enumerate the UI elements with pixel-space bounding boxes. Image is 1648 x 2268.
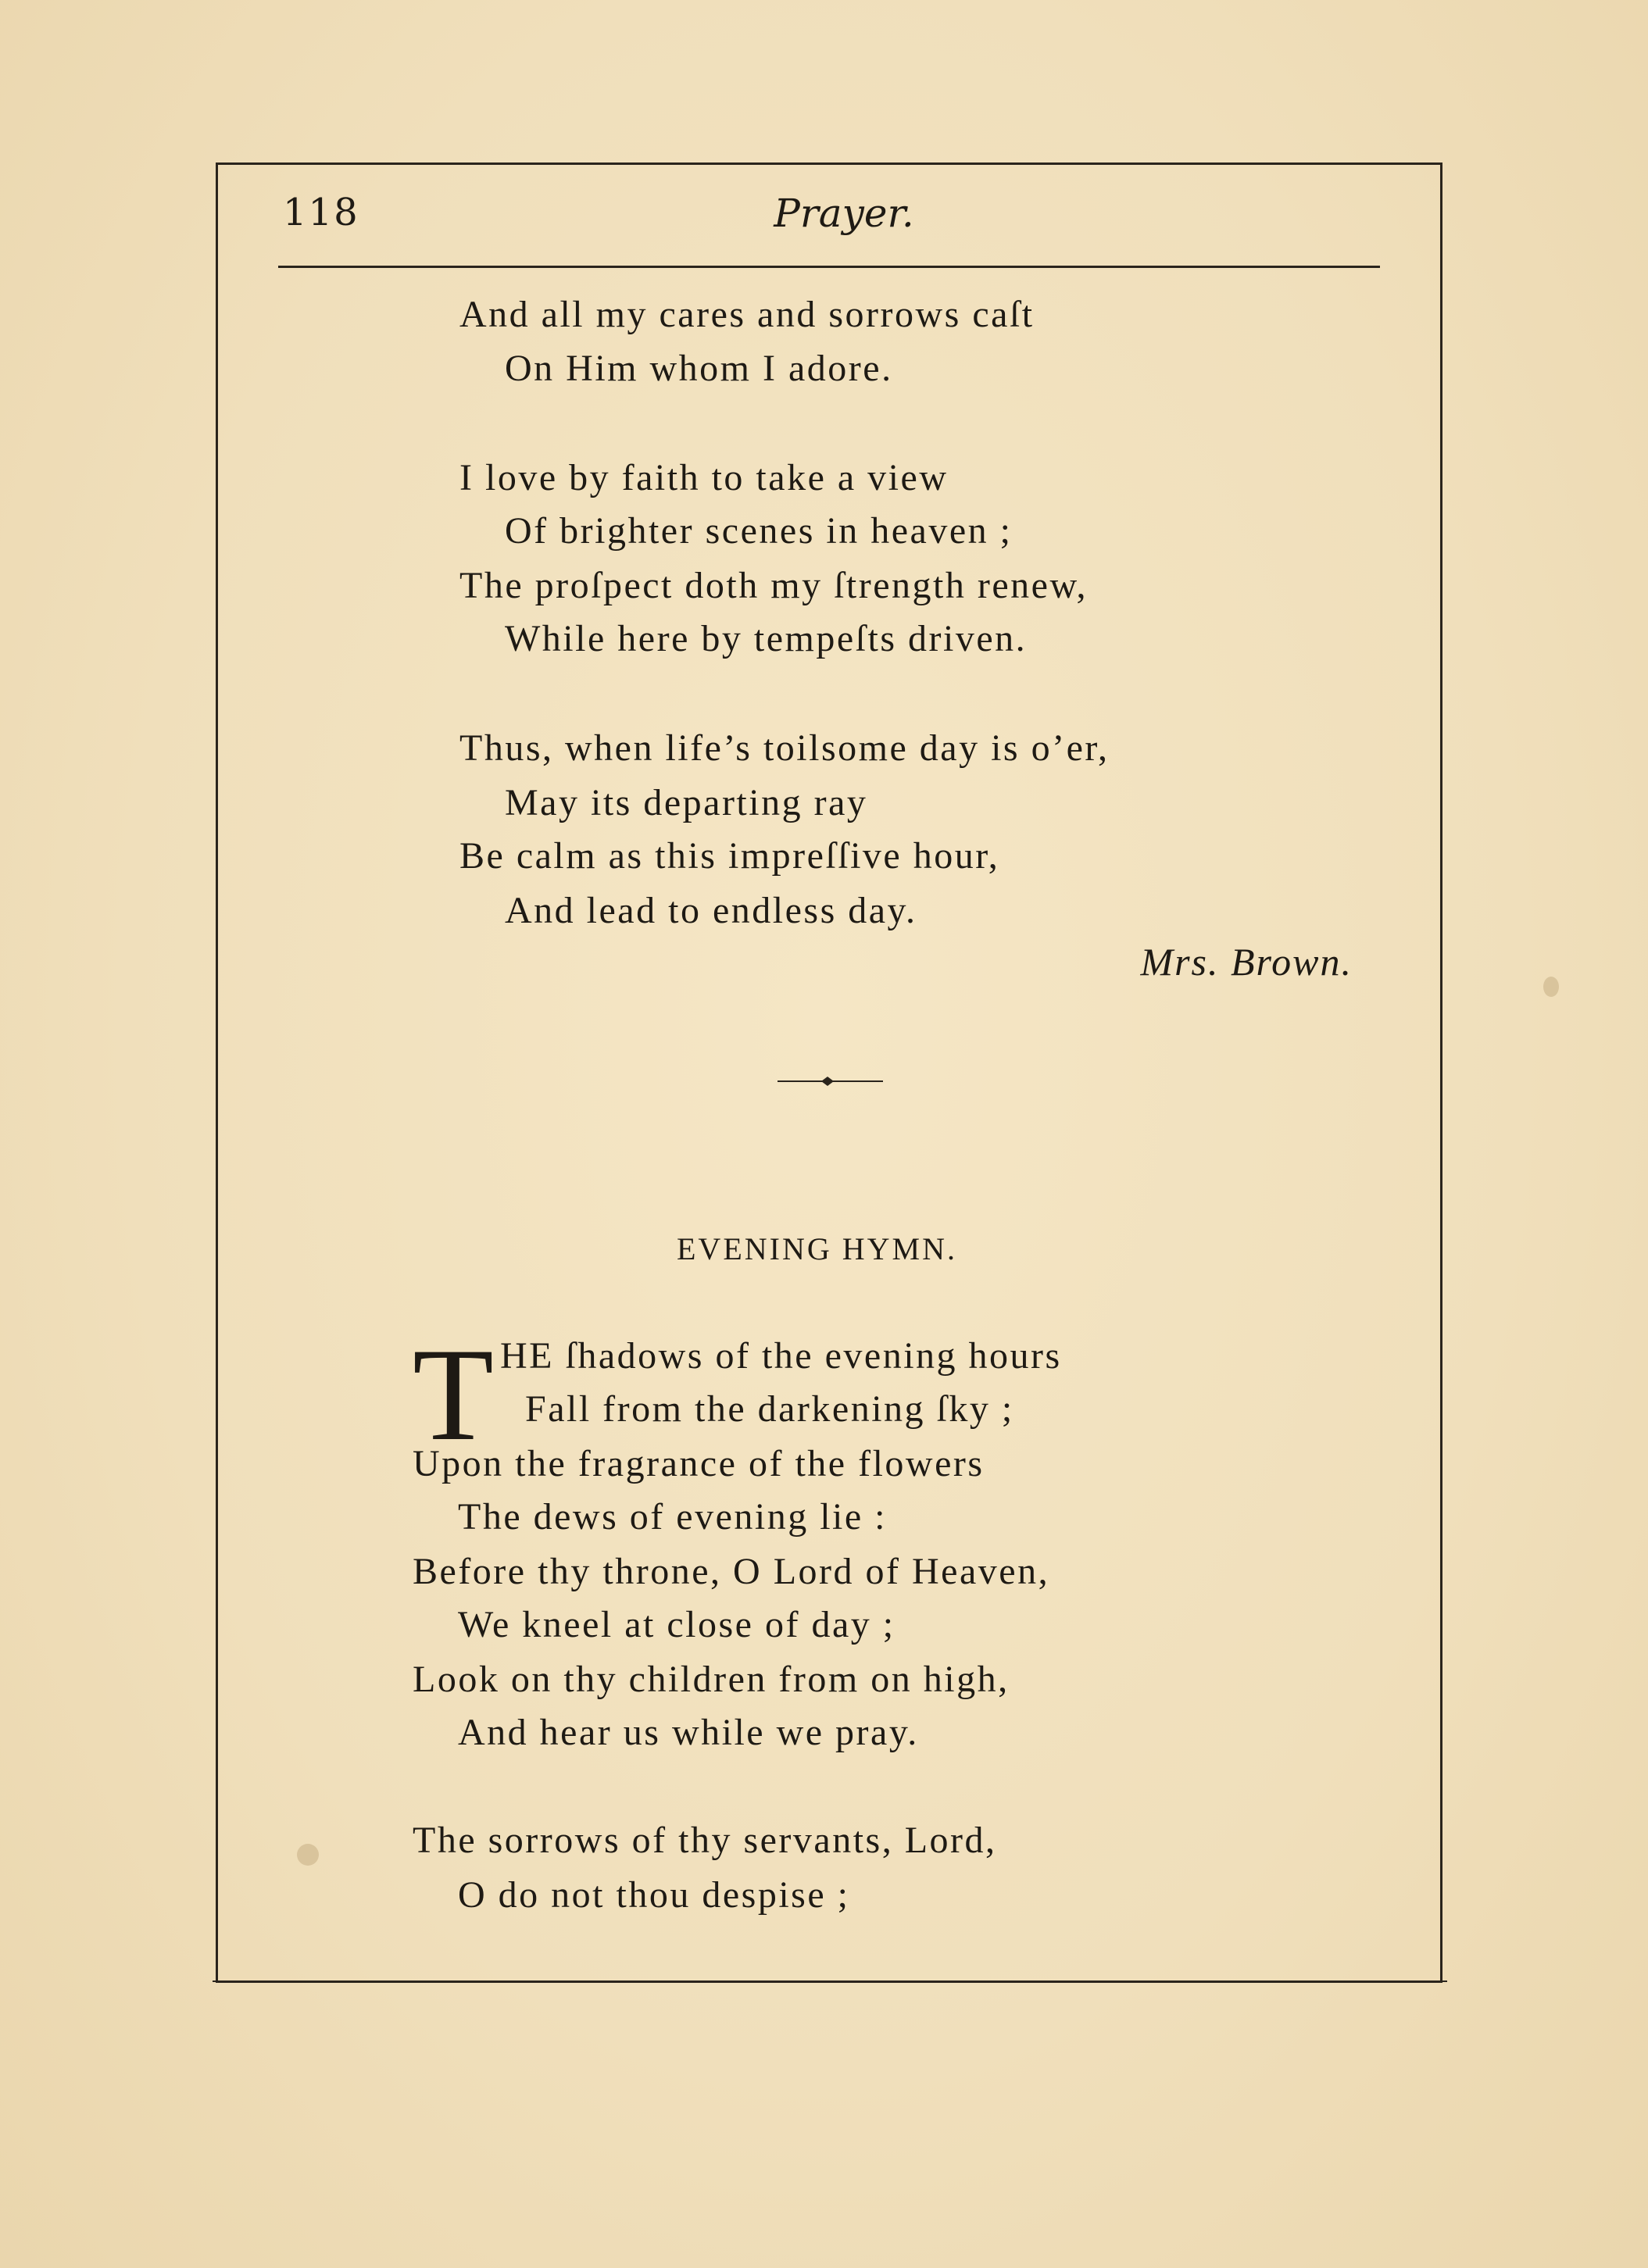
poem-line: O do not thou despise ; <box>458 1874 850 1916</box>
running-title: Prayer. <box>774 191 914 236</box>
page-number: 118 <box>283 191 359 234</box>
poem-line: Be calm as this impreſſive hour, <box>459 835 1000 877</box>
poem-line: Look on thy children from on high, <box>413 1659 1010 1700</box>
poem-line: Fall from the darkening ſky ; <box>525 1388 1014 1430</box>
poem-line: HE ſhadows of the evening hours <box>500 1335 1062 1377</box>
poem-line: While here by tempeſts driven. <box>505 618 1028 659</box>
poem-line: We kneel at close of day ; <box>458 1604 895 1645</box>
poem-attribution: Mrs. Brown. <box>1140 940 1353 984</box>
drop-cap: T <box>413 1321 494 1468</box>
frame-bottom-rule <box>213 1980 1447 1982</box>
page-frame <box>216 163 1442 1983</box>
poem-line: And lead to endless day. <box>505 890 917 931</box>
poem-line: I love by faith to take a view <box>459 457 949 498</box>
poem-line: The sorrows of thy servants, Lord, <box>413 1820 997 1861</box>
header-rule <box>278 266 1380 268</box>
poem-line: Of brighter scenes in heaven ; <box>505 510 1013 552</box>
paper-speck <box>1543 977 1559 997</box>
poem-line: And all my cares and sorrows caſt <box>459 294 1035 335</box>
poem-line: May its departing ray <box>505 782 868 823</box>
poem-line: Upon the fragrance of the flowers <box>413 1443 985 1484</box>
poem-line: On Him whom I adore. <box>505 348 893 389</box>
poem-line: Before thy throne, O Lord of Heaven, <box>413 1551 1050 1592</box>
poem-line: The proſpect doth my ſtrength renew, <box>459 565 1088 606</box>
poem-line: Thus, when life’s toilsome day is o’er, <box>459 727 1110 769</box>
section-title: EVENING HYMN. <box>677 1231 957 1266</box>
poem-line: The dews of evening lie : <box>458 1496 888 1538</box>
poem-line: And hear us while we pray. <box>458 1712 919 1753</box>
section-divider-ornament <box>778 1075 883 1088</box>
